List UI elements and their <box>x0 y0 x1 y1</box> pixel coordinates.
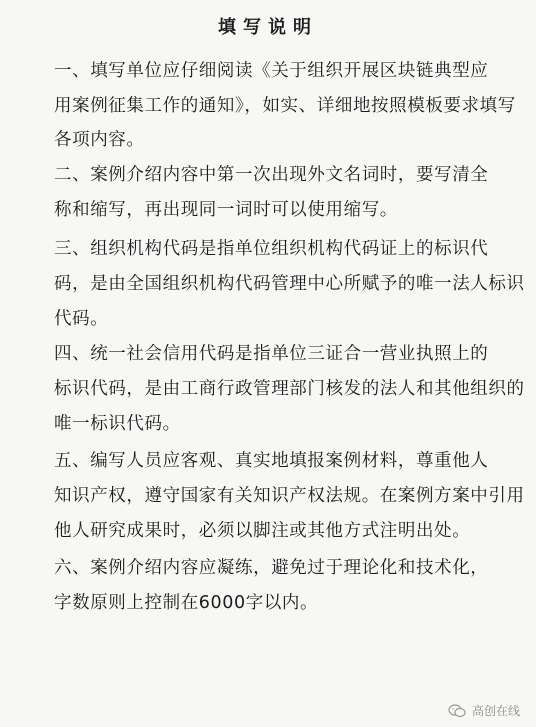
watermark <box>448 702 520 719</box>
wechat-icon <box>448 704 466 718</box>
section-3-line-2: 码，是由全国组织机构代码管理中心所赋予的唯一法人标识 <box>54 274 525 294</box>
section-1-line-2: 用案例征集工作的通知》，如实、详细地按照模板要求填写 <box>54 96 516 116</box>
section-5-line-1: 五、编写人员应客观、真实地填报案例材料，尊重他人 <box>54 451 489 471</box>
section-4-line-3: 唯一标识代码。 <box>54 414 181 434</box>
section-4-line-2: 标识代码，是由工商行政管理部门核发的法人和其他组织的 <box>54 379 525 399</box>
section-5-line-3: 他人研究成果时，必须以脚注或其他方式注明出处。 <box>54 521 471 541</box>
section-3-line-1: 三、组织机构代码是指单位组织机构代码证上的标识代 <box>54 239 489 259</box>
section-6-line-2: 字数原则上控制在6000字以内。 <box>54 593 319 613</box>
watermark-text: 高创在线 <box>471 704 520 718</box>
section-6-line-1: 六、案例介绍内容应凝练，避免过于理论化和技术化， <box>54 558 489 578</box>
section-5-line-2: 知识产权，遵守国家有关知识产权法规。在案例方案中引用 <box>54 486 525 506</box>
section-1-line-1: 一、填写单位应仔细阅读《关于组织开展区块链典型应 <box>54 61 489 81</box>
section-4-line-1: 四、统一社会信用代码是指单位三证合一营业执照上的 <box>54 344 489 364</box>
section-2-line-1: 二、案例介绍内容中第一次出现外文名词时，要写清全 <box>54 165 489 185</box>
section-2-line-2: 称和缩写，再出现同一词时可以使用缩写。 <box>54 200 398 220</box>
page-title: 填写说明 <box>218 17 318 38</box>
section-3-line-3: 代码。 <box>54 309 109 329</box>
section-1-line-3: 各项内容。 <box>54 130 145 150</box>
